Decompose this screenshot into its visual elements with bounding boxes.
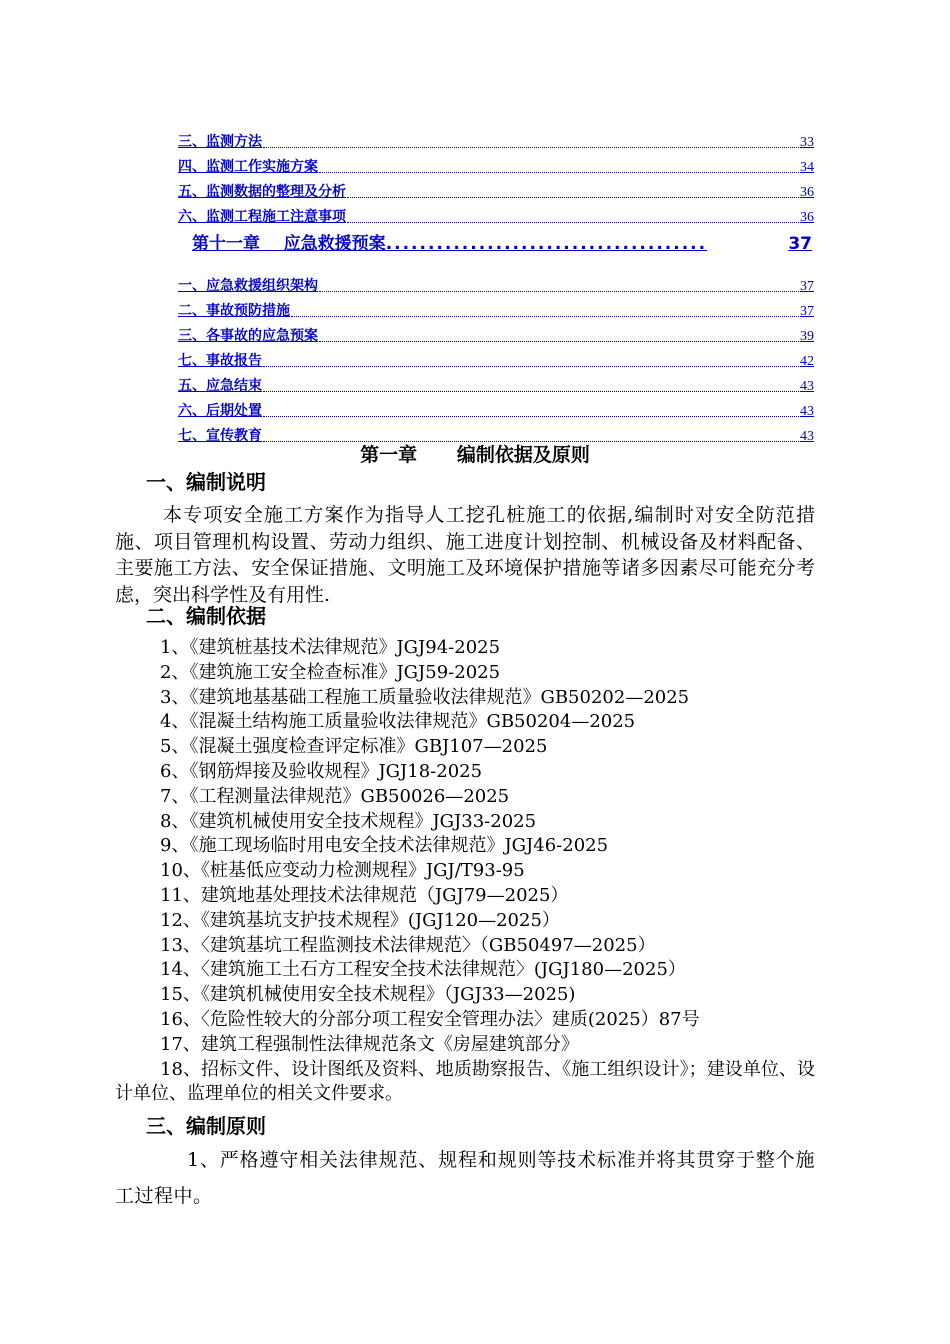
section-body: 本专项安全施工方案作为指导人工挖孔桩施工的依据,编制时对安全防范措施、项目管理机构设置、劳动力组织、施工进度计划控制、机械设备及材料配备、主要施工方法、安全保证措施、文明施工及环境保护措施等诸多因素尽可能充分考虑，突出科学性及有用性.	[115, 504, 815, 606]
chapter-title: 第一章 编制依据及原则	[360, 444, 590, 466]
table-of-contents	[178, 126, 814, 445]
toc-entry[interactable]: 六、监测工程施工注意事项 36	[178, 209, 814, 225]
toc-chapter-entry[interactable]: 第十一章 应急救援预案 ...................................... 37	[192, 234, 812, 254]
list-item: 10、《桩基低应变动力检测规程》JGJ/T93-95	[160, 860, 525, 882]
list-item: 6、《钢筋焊接及验收规程》JGJ18-2025	[160, 760, 483, 782]
toc-entry[interactable]: 三、各事故的应急预案 39	[178, 328, 814, 344]
toc-entry[interactable]: 一、应急救援组织架构 37	[178, 278, 814, 294]
list-item: 8、《建筑机械使用安全技术规程》JGJ33-2025	[160, 810, 537, 832]
list-item: 12、《建筑基坑支护技术规程》(JGJ120—2025）	[160, 909, 560, 931]
list-item: 13、〈建筑基坑工程监测技术法律规范〉（GB50497—2025）	[160, 934, 656, 956]
toc-entry[interactable]: 六、后期处置 43	[178, 403, 814, 419]
toc-entry[interactable]: 七、事故报告 42	[178, 353, 814, 369]
list-item: 17、建筑工程强制性法律规范条文《房屋建筑部分》	[160, 1033, 579, 1055]
toc-entry[interactable]: 七、宣传教育 43	[178, 428, 814, 444]
list-item: 9、《施工现场临时用电安全技术法律规范》JGJ46-2025	[160, 835, 609, 857]
toc-entry[interactable]: 二、事故预防措施 37	[178, 303, 814, 319]
reference-list	[115, 636, 815, 1107]
list-item: 1、《建筑桩基技术法律规范》JGJ94-2025	[160, 637, 501, 658]
list-item: 14、〈建筑施工土石方工程安全技术法律规范〉(JGJ180—2025）	[160, 959, 686, 981]
list-item: 15、《建筑机械使用安全技术规程》（JGJ33—2025)	[160, 984, 576, 1006]
section-heading: 二、编制依据	[146, 604, 266, 628]
toc-entry[interactable]: 五、应急结束 43	[178, 378, 814, 394]
list-item: 7、《工程测量法律规范》GB50026—2025	[160, 785, 510, 807]
section-body: 1、严格遵守相关法律规范、规程和规则等技术标准并将其贯穿于整个施工过程中。	[115, 1149, 815, 1207]
toc-entry[interactable]: 五、监测数据的整理及分析 36	[178, 184, 814, 200]
section-heading: 一、编制说明	[146, 470, 266, 494]
list-item: 18、招标文件、设计图纸及资料、地质勘察报告、《施工组织设计》；建设单位、设计单位、监理单位的相关文件要求。	[115, 1058, 815, 1105]
list-item: 11、建筑地基处理技术法律规范（JGJ79—2025）	[160, 884, 569, 906]
list-item: 2、《建筑施工安全检查标准》JGJ59-2025	[160, 661, 501, 683]
list-item: 16、〈危险性较大的分部分项工程安全管理办法〉建质(2025）87号	[160, 1008, 700, 1030]
list-item: 5、《混凝土强度检查评定标准》GBJ107—2025	[160, 736, 548, 758]
section-heading: 三、编制原则	[146, 1114, 266, 1138]
list-item: 4、《混凝土结构施工质量验收法律规范》GB50204—2025	[160, 711, 636, 733]
list-item: 3、《建筑地基基础工程施工质量验收法律规范》GB50202—2025	[160, 686, 690, 708]
toc-entry[interactable]: 三、监测方法 33	[178, 134, 814, 150]
toc-entry[interactable]: 四、监测工作实施方案 34	[178, 159, 814, 175]
